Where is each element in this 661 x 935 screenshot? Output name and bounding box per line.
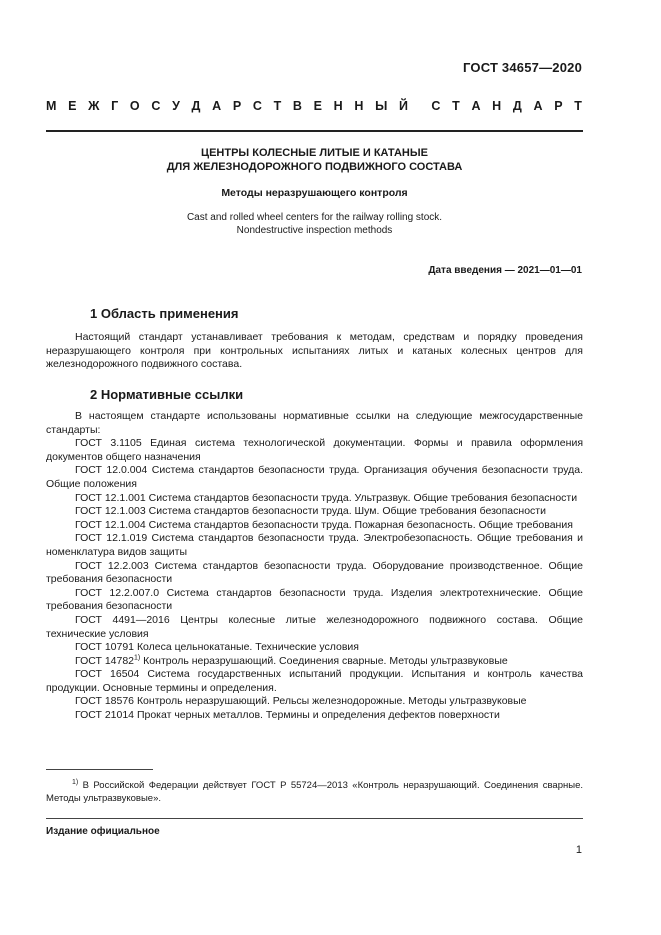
page-number: 1	[575, 844, 582, 856]
banner-letter: Т	[452, 99, 460, 113]
banner-letter: Р	[554, 99, 563, 113]
english-title-line: Nondestructive inspection methods	[236, 225, 393, 236]
banner-letter: А	[471, 99, 481, 113]
reference-item: ГОСТ 12.1.003 Система стандартов безопасности труда. Шум. Общие требования безопасности	[75, 505, 546, 518]
banner-divider	[46, 130, 583, 132]
banner-letter: Н	[492, 99, 502, 113]
banner-letter: Д	[512, 99, 522, 113]
official-edition-label: Издание официальное	[46, 826, 160, 837]
banner-letter: Й	[399, 99, 409, 113]
banner-letter: Д	[191, 99, 201, 113]
reference-item: ГОСТ 12.1.004 Система стандартов безопасности труда. Пожарная безопасность. Общие требования	[75, 518, 573, 531]
reference-item: ГОСТ 18576 Контроль неразрушающий. Рельсы железнодорожные. Методы ультразвуковые	[75, 695, 527, 708]
reference-item: ГОСТ 4491—2016 Центры колесные литые железнодорожного подвижного состава. Общие технические условия	[46, 613, 583, 640]
banner-letter: М	[46, 99, 57, 113]
document-title	[46, 146, 583, 174]
paragraph: В настоящем стандарте использованы нормативные ссылки на следующие межгосударственные стандарты:	[46, 410, 583, 436]
reference-item: ГОСТ 10791 Колеса цельнокатаные. Технические условия	[75, 641, 359, 654]
banner-letter: Т	[273, 99, 282, 113]
title-line: ДЛЯ ЖЕЛЕЗНОДОРОЖНОГО ПОДВИЖНОГО СОСТАВА	[166, 161, 463, 173]
title-line: ЦЕНТРЫ КОЛЕСНЫЕ ЛИТЫЕ И КАТАНЫЕ	[201, 147, 428, 159]
reference-title: Контроль неразрушающий. Соединения сварные. Методы ультразвуковые	[140, 654, 508, 667]
footnote-text: В Российской Федерации действует ГОСТ Р 55724—2013 «Контроль неразрушающий. Соединения сварные. Методы ультразвуковые».	[46, 780, 583, 804]
banner-letter: У	[172, 99, 180, 113]
standard-number: ГОСТ 34657—2020	[463, 60, 582, 75]
footer-divider	[46, 818, 583, 819]
banner-letter: Н	[354, 99, 364, 113]
section-heading-scope: 1 Область применения	[90, 306, 239, 321]
reference-code: ГОСТ 14782	[75, 654, 135, 667]
banner-letter: Р	[232, 99, 242, 113]
banner-letter: А	[212, 99, 222, 113]
banner-letter: С	[252, 99, 262, 113]
footnote-divider	[46, 769, 153, 770]
interstate-standard-banner	[46, 99, 582, 113]
reference-item-footnoted	[46, 655, 583, 669]
banner-letter: Т	[574, 99, 582, 113]
footnote	[46, 779, 583, 805]
reference-item: ГОСТ 12.1.001 Система стандартов безопасности труда. Ультразвук. Общие требования безопасности	[75, 491, 578, 504]
footnote-marker: 1)	[72, 778, 79, 786]
reference-item: ГОСТ 16504 Система государственных испытаний продукции. Испытания и контроль качества продукции. Основные термины и определения.	[46, 668, 583, 694]
banner-letter: Ж	[88, 99, 100, 113]
reference-item: ГОСТ 12.2.007.0 Система стандартов безопасности труда. Изделия электротехнические. Общие требования безопасности	[46, 586, 583, 613]
reference-item: ГОСТ 3.1105 Единая система технологической документации. Формы и правила оформления документов общего назначения	[46, 437, 583, 463]
reference-item: ГОСТ 12.2.003 Система стандартов безопасности труда. Оборудование производственное. Общие требования безопасности	[46, 559, 583, 586]
paragraph: Настоящий стандарт устанавливает требования к методам, средствам и порядку проведения неразрушающего контроля при контрольных испытаниях литых и катаных колесных центров для железнодорожного подвижного состава.	[46, 331, 583, 371]
footnote-marker: 1)	[134, 654, 141, 662]
reference-item: ГОСТ 12.1.019 Система стандартов безопасности труда. Электробезопасность. Общие требования и номенклатура видов защиты	[46, 532, 583, 558]
banner-letter: В	[292, 99, 302, 113]
english-title-line: Cast and rolled wheel centers for the railway rolling stock.	[186, 212, 443, 223]
banner-letter: Е	[68, 99, 77, 113]
reference-item: ГОСТ 12.0.004 Система стандартов безопасности труда. Организация обучения безопасности труда. Общие положения	[46, 464, 583, 490]
banner-letter: Е	[313, 99, 322, 113]
english-title	[46, 211, 583, 237]
document-subtitle: Методы неразрушающего контроля	[221, 187, 408, 199]
references-list	[46, 410, 583, 723]
banner-letter: А	[533, 99, 543, 113]
banner-letter: О	[129, 99, 140, 113]
reference-item: ГОСТ 21014 Прокат черных металлов. Термины и определения дефектов поверхности	[75, 709, 500, 722]
introduction-date: Дата введения — 2021—01—01	[428, 265, 582, 276]
banner-letter: С	[151, 99, 161, 113]
banner-letter: Н	[333, 99, 343, 113]
section-scope-text	[46, 331, 583, 372]
section-heading-references: 2 Нормативные ссылки	[90, 387, 244, 402]
banner-letter: Ы	[375, 99, 388, 113]
banner-letter: С	[431, 99, 441, 113]
banner-letter: Г	[111, 99, 119, 113]
